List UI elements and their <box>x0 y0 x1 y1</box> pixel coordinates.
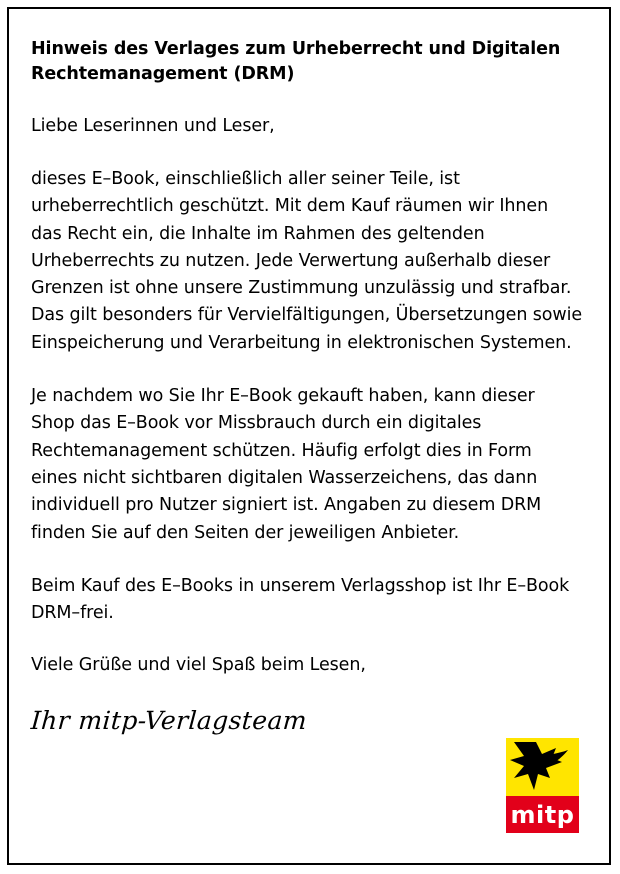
paragraph-copyright: dieses E–Book, einschließlich aller seiner Teile, ist urheberrechtlich geschützt. Mit dem Kauf räumen wir Ihnen das Recht ein, die Inhalte im Rahmen des geltenden Urheberrechts zu nutzen. Jede Verwertung außerhalb dieser Grenzen ist ohne unsere Zustimmung unzulässig und strafbar. Das gilt besonders für Vervielfältigungen, Übersetzungen sowie Einspeicherung und Verarbeitung in elektronischen Systemen. <box>31 168 583 353</box>
mitp-logo <box>506 738 579 833</box>
document-page <box>7 7 611 865</box>
closing-text: Viele Grüße und viel Spaß beim Lesen, <box>31 655 366 676</box>
paragraph-drm: Je nachdem wo Sie Ihr E–Book gekauft haben, kann dieser Shop das E–Book vor Missbrauch durch ein digitales Rechtemanagement schützen. Häufig erfolgt dies in Form eines nicht sichtbaren digitalen Wasserzeichens, das dann individuell pro Nutzer signiert ist. Angaben zu diesem DRM finden Sie auf den Seiten der jeweiligen Anbieter. <box>31 386 542 543</box>
page-title: Hinweis des Verlages zum Urheberrecht und Digitalen Rechtemanagement (DRM) <box>31 39 561 84</box>
salutation-text: Liebe Leserinnen und Leser, <box>31 115 275 136</box>
document-content <box>31 37 583 735</box>
signature-text: Ihr mitp-Verlagsteam <box>29 705 308 735</box>
paragraph-drm-free: Beim Kauf des E–Books in unserem Verlagsshop ist Ihr E–Book DRM–frei. <box>31 575 570 624</box>
bird-icon <box>506 738 579 796</box>
logo-wordmark: mitp <box>506 796 579 833</box>
logo-top-panel <box>506 738 579 796</box>
